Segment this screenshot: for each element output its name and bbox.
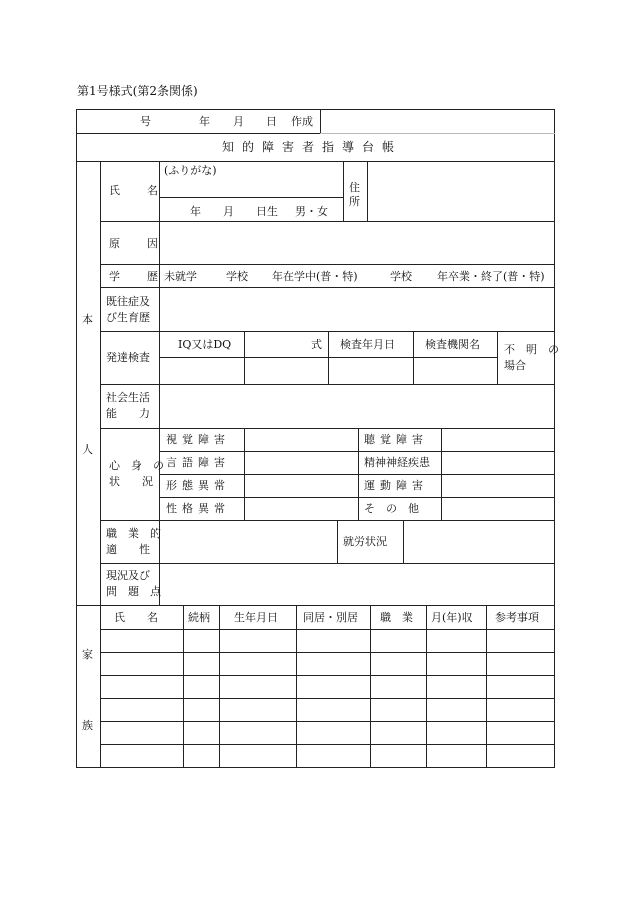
section-kazoku-2: 族	[82, 719, 93, 732]
mind-right-item-1: 聴覚障害	[364, 433, 428, 446]
form-number-label: 第1号様式(第2条関係)	[77, 84, 198, 98]
mind-body-label-2: 状 況	[109, 475, 153, 488]
family-header-birth: 生年月日	[234, 611, 278, 624]
address-label-1: 住	[349, 181, 360, 194]
social-label-1: 社会生活	[106, 391, 150, 404]
test-date-label: 検査年月日	[340, 338, 395, 351]
month-label: 月	[233, 115, 244, 128]
mind-left-item-1: 視覚障害	[166, 433, 230, 446]
history-label-2: び生育歴	[106, 311, 150, 324]
section-kazoku-1: 家	[82, 648, 93, 661]
vocation-label-1: 職 業 的	[106, 527, 161, 540]
mind-left-item-3: 形態異常	[166, 479, 230, 492]
iq-label: IQ又はDQ	[178, 338, 232, 351]
year-label: 年	[199, 115, 210, 128]
mind-left-item-2: 言語障害	[166, 456, 230, 469]
education-value-b: 学校	[226, 270, 248, 283]
section-honnin-2: 人	[82, 443, 93, 456]
birth-label: 年 月 日生	[190, 205, 278, 218]
name-label: 氏 名	[109, 184, 166, 197]
education-value-a: 未就学	[164, 270, 197, 283]
vocation-label-2: 適 性	[106, 543, 150, 556]
address-label-2: 所	[349, 195, 360, 208]
family-header-notes: 参考事項	[495, 611, 539, 624]
family-header-income: 月(年)収	[431, 611, 473, 624]
family-header-name: 氏 名	[114, 611, 158, 624]
mind-body-label-1: 心 身 の	[109, 459, 164, 472]
family-header-relation: 続柄	[188, 611, 210, 624]
work-status-label: 就労状況	[343, 535, 387, 548]
shiki-label: 式	[311, 338, 322, 351]
sex-label: 男・女	[295, 205, 328, 218]
family-header-job: 職 業	[380, 611, 413, 624]
section-honnin-1: 本	[82, 313, 93, 326]
cause-label: 原 因	[109, 237, 166, 250]
education-value-e: 年卒業・終了(普・特)	[437, 270, 545, 283]
social-label-2: 能 力	[106, 407, 150, 420]
mind-right-item-4: そ の 他	[364, 502, 419, 515]
education-label: 学 歴	[109, 270, 166, 283]
created-label: 作成	[291, 115, 313, 128]
current-label-2: 問 題 点	[106, 585, 161, 598]
unknown-label-1: 不 明 の	[504, 343, 559, 356]
education-value-c: 年在学中(普・特)	[272, 270, 358, 283]
day-label: 日	[266, 115, 277, 128]
education-value-d: 学校	[390, 270, 412, 283]
dev-test-label: 発達検査	[106, 351, 150, 364]
form-title: 知的障害者指導台帳	[222, 140, 403, 154]
mind-right-item-2: 精神神経疾患	[364, 456, 430, 469]
test-org-label: 検査機関名	[425, 338, 480, 351]
go-label: 号	[140, 115, 151, 128]
current-label-1: 現況及び	[106, 569, 150, 582]
unknown-label-2: 場合	[504, 359, 526, 372]
history-label-1: 既往症及	[106, 295, 150, 308]
family-header-cohabit: 同居・別居	[303, 611, 358, 624]
mind-left-item-4: 性格異常	[166, 502, 230, 515]
mind-right-item-3: 運動障害	[364, 479, 428, 492]
furigana-label: (ふりがな)	[164, 164, 217, 177]
